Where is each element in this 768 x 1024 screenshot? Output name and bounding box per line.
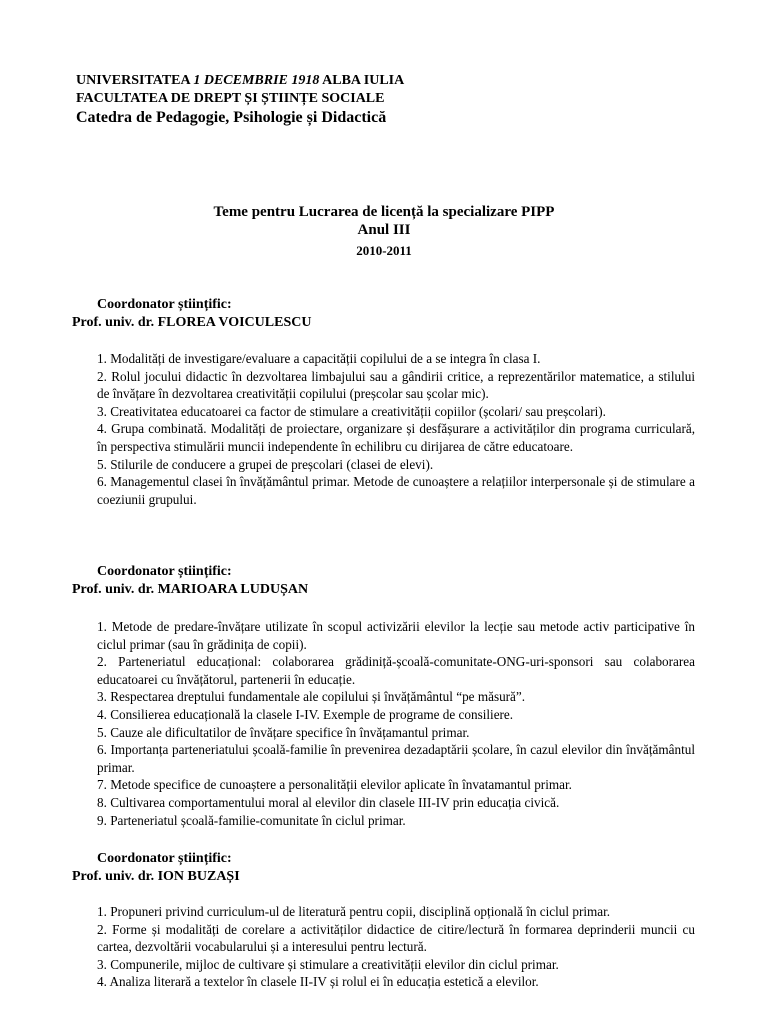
list-item: 4. Analiza literară a textelor în clasele II-IV și rolul ei în educația estetică a elevilor.	[97, 974, 539, 990]
list-item: 3. Respectarea dreptului fundamentale ale copilului și învățământul “pe măsură”.	[97, 689, 526, 705]
list-item: 1. Modalități de investigare/evaluare a capacității copilului de a se integra în clasa I.	[97, 351, 541, 366]
coordinator-block	[0, 563, 768, 599]
coordinator-block	[0, 850, 768, 886]
list-item: 7. Metode specifice de cunoaștere a personalității elevilor aplicate în învatamantul primar.	[97, 777, 572, 793]
list-item: 3. Compunerile, mijloc de cultivare și stimulare a creativității elevilor din ciclul primar.	[97, 956, 559, 972]
title-year-of-study: Anul III	[357, 222, 411, 238]
coordinator-name: Prof. univ. dr. ION BUZAȘI	[72, 869, 240, 884]
list-item: 1. Propuneri privind curriculum-ul de literatură pentru copii, disciplină opțională în ciclul primar.	[97, 904, 611, 919]
topic-list	[97, 903, 695, 991]
list-item: 9. Parteneriatul școală-familie-comunitate în ciclul primar.	[97, 812, 406, 828]
list-item: 6. Importanța parteneriatului școală-familie în prevenirea dezadaptării școlare, în cazul elevilor din învățământul primar.	[97, 742, 695, 775]
document-header	[76, 72, 716, 128]
coordinator-block	[0, 296, 768, 332]
faculty-name: FACULTATEA DE DREPT ȘI ȘTIINȚE SOCIALE	[76, 91, 385, 106]
university-name-part: UNIVERSITATEA	[76, 73, 194, 88]
list-item: 3. Creativitatea educatoarei ca factor de stimulare a creativității copiilor (școlari/ sau preșcolari).	[97, 403, 606, 419]
list-item: 5. Cauze ale dificultatilor de învățare specifice în învățamantul primar.	[97, 724, 470, 740]
title-academic-year: 2010-2011	[356, 243, 412, 258]
coordinator-name: Prof. univ. dr. FLOREA VOICULESCU	[72, 315, 312, 330]
list-item: 5. Stilurile de conducere a grupei de preșcolari (clasei de elevi).	[97, 456, 434, 472]
list-item: 8. Cultivarea comportamentului moral al elevilor din clasele III-IV prin educația civică.	[97, 794, 560, 810]
list-item: 2. Rolul jocului didactic în dezvoltarea limbajului sau a gândirii critice, a reprezentărilor matematice, a stilului de învățare în dezvoltarea creativității copilului (preșcolar sau școlar mic).	[97, 368, 695, 402]
department-name: Catedra de Pedagogie, Psihologie și Didactică	[76, 109, 387, 126]
coordinator-label: Coordonator științific:	[97, 851, 232, 866]
university-name-city: ALBA IULIA	[319, 73, 405, 88]
list-item: 4. Consilierea educațională la clasele I-IV. Exemple de programe de consiliere.	[97, 706, 514, 722]
topic-list	[97, 350, 695, 508]
list-item: 4. Grupa combinată. Modalități de proiectare, organizare și desfășurare a activităților din programa curriculară, în perspectiva stimulării muncii independente în echilibru cu dirijarea de către educatoare.	[97, 421, 695, 454]
coordinator-name: Prof. univ. dr. MARIOARA LUDUȘAN	[72, 582, 309, 597]
university-name-italic: 1 DECEMBRIE 1918	[193, 73, 320, 88]
coordinator-label: Coordonator științific:	[97, 297, 232, 312]
list-item: 2. Forme și modalități de corelare a activităților didactice de citire/lectură în formarea deprinderii muncii cu cartea, dezvoltării vocabularului și a interesului pentru lectură.	[97, 921, 695, 955]
topic-list	[97, 618, 695, 829]
coordinator-label: Coordonator științific:	[97, 564, 232, 579]
list-item: 6. Managementul clasei în învățământul primar. Metode de cunoaștere a relațiilor interpersonale și de stimulare a coeziunii grupului.	[97, 474, 695, 507]
document-title	[0, 203, 768, 260]
university-name	[76, 72, 716, 90]
list-item: 1. Metode de predare-învățare utilizate în scopul activizării elevilor la lecție sau metode activ participative în ciclul primar (sau în grădinița de copii).	[97, 619, 695, 652]
list-item: 2. Parteneriatul educațional: colaborarea grădiniță-școală-comunitate-ONG-uri-sponsori sau colaborarea educatoarei cu învățătorul, partenerii în educație.	[97, 654, 695, 687]
title-line: Teme pentru Lucrarea de licență la specializare PIPP	[213, 204, 555, 220]
